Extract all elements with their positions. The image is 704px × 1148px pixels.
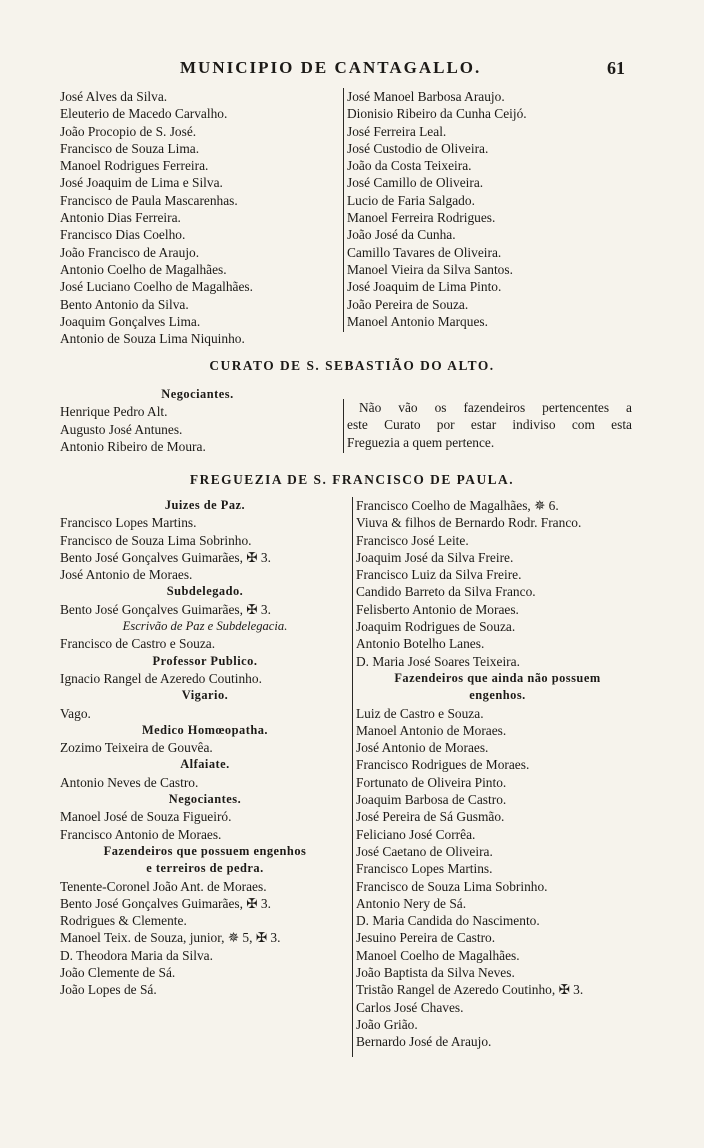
list-item: Dionisio Ribeiro da Cunha Ceijó. [347, 106, 527, 122]
list-item: Joaquim Barbosa de Castro. [356, 792, 507, 808]
list-item: Francisco Rodrigues de Moraes. [356, 757, 530, 773]
list-item: Bento Antonio da Silva. [60, 296, 189, 312]
list-item: José Custodio de Oliveira. [347, 140, 489, 156]
list-item: José Joaquim de Lima Pinto. [347, 279, 502, 295]
list-item: Zozimo Teixeira de Gouvêa. [60, 740, 213, 756]
list-item: Francisco de Castro e Souza. [60, 636, 216, 652]
left-column [60, 497, 350, 999]
right-column [343, 88, 635, 332]
list-item: Viuva & filhos de Bernardo Rodr. Franco. [356, 515, 582, 531]
list-item: João Baptista da Silva Neves. [356, 965, 515, 981]
list-item: Bento José Gonçalves Guimarães, ✠ 3. [60, 549, 271, 565]
left-column [60, 88, 335, 347]
list-item: Antonio de Souza Lima Niquinho. [60, 331, 245, 347]
list-item: Manoel Ferreira Rodrigues. [347, 210, 496, 226]
list-item: José Manoel Barbosa Araujo. [347, 89, 505, 104]
curato-section [60, 386, 640, 458]
list-item: Bento José Gonçalves Guimarães, ✠ 3. [60, 895, 271, 911]
note-line: Não vão os fazendeiros pertencentes a [359, 400, 632, 415]
list-item: Francisco Coelho de Magalhães, ✵ 6. [356, 498, 559, 513]
list-item: Manoel Antonio de Moraes. [356, 722, 507, 738]
list-item: Antonio Neves de Castro. [60, 774, 199, 790]
freguezia-section [60, 497, 640, 1067]
list-item: José Antonio de Moraes. [356, 740, 489, 756]
list-item: Manoel José de Souza Figueiró. [60, 809, 232, 825]
list-item: João José da Cunha. [347, 227, 456, 243]
section-heading: Fazendeiros que ainda não possuem [394, 670, 601, 685]
list-item: Joaquim Rodrigues de Souza. [356, 619, 516, 635]
list-item: Joaquim Gonçalves Lima. [60, 313, 201, 329]
section-title-freguezia: FREGUEZIA DE S. FRANCISCO DE PAULA. [189, 472, 515, 487]
list-item: Manoel Rodrigues Ferreira. [60, 158, 209, 174]
list-item: João Pereira de Souza. [347, 296, 469, 312]
list-item: Luiz de Castro e Souza. [356, 705, 484, 721]
section-heading: Escrivão de Paz e Subdelegacia. [122, 619, 288, 634]
list-item: Antonio Botelho Lanes. [356, 636, 485, 652]
list-item: Augusto José Antunes. [60, 421, 183, 437]
list-item: Antonio Nery de Sá. [356, 895, 467, 911]
list-item: Francisco Dias Coelho. [60, 227, 186, 243]
list-item: José Luciano Coelho de Magalhães. [60, 279, 253, 295]
list-item: Manoel Vieira da Silva Santos. [347, 261, 513, 277]
list-item: José Joaquim de Lima e Silva. [60, 175, 223, 191]
section-heading: e terreiros de pedra. [146, 861, 264, 876]
list-item: Francisco de Souza Lima. [60, 140, 200, 156]
list-item: Manoel Antonio Marques. [347, 313, 488, 329]
running-title: MUNICIPIO DE CANTAGALLO. [180, 58, 482, 77]
list-item: Francisco Lopes Martins. [356, 861, 493, 877]
left-column [60, 386, 335, 455]
curato-note [343, 399, 632, 453]
list-item: Henrique Pedro Alt. [60, 404, 168, 420]
list-item: Carlos José Chaves. [356, 999, 464, 1015]
list-item: Ignacio Rangel de Azeredo Coutinho. [60, 670, 262, 686]
list-item: Francisco Luiz da Silva Freire. [356, 567, 522, 583]
note-line: este Curato por estar indiviso com esta [347, 417, 632, 433]
list-item: João Francisco de Araujo. [60, 244, 200, 260]
right-column [352, 497, 639, 1057]
list-item: Manoel Coelho de Magalhães. [356, 947, 520, 963]
list-item: Francisco de Paula Mascarenhas. [60, 192, 238, 208]
section-heading: Juizes de Paz. [164, 498, 246, 512]
list-item: Fortunato de Oliveira Pinto. [356, 774, 507, 790]
list-item: José Caetano de Oliveira. [356, 843, 493, 859]
list-item: Bento José Gonçalves Guimarães, ✠ 3. [60, 601, 271, 617]
section-heading: Vigario. [181, 688, 229, 703]
list-item: Francisco José Leite. [356, 532, 469, 548]
list-item: Francisco de Souza Lima Sobrinho. [356, 878, 548, 894]
page-number: 61 [607, 58, 625, 78]
section-heading: Alfaiate. [180, 757, 230, 772]
list-item: João Lopes de Sá. [60, 982, 157, 998]
list-item: Feliciano José Corrêa. [356, 826, 476, 842]
list-item: Francisco Lopes Martins. [60, 515, 197, 531]
page-header [0, 58, 704, 82]
list-item: D. Theodora Maria da Silva. [60, 947, 213, 963]
list-item: João Clemente de Sá. [60, 965, 176, 981]
list-item: D. Maria Candida do Nascimento. [356, 913, 540, 929]
section-heading: Professor Publico. [152, 653, 258, 668]
list-item: Camillo Tavares de Oliveira. [347, 244, 502, 260]
section-heading: Negociantes. [168, 792, 242, 807]
list-item: Antonio Ribeiro de Moura. [60, 438, 206, 454]
note-line: Freguezia a quem pertence. [347, 434, 495, 450]
list-item: José Pereira de Sá Gusmão. [356, 809, 505, 825]
section-heading: Subdelegado. [166, 584, 244, 599]
list-item: Bernardo José de Araujo. [356, 1034, 492, 1050]
section-heading: Negociantes. [161, 387, 234, 401]
list-item: José Alves da Silva. [60, 89, 168, 104]
list-item: Vago. [60, 705, 91, 721]
list-item: João Grião. [356, 1016, 418, 1032]
list-item: Francisco de Souza Lima Sobrinho. [60, 532, 252, 548]
section-heading: Fazendeiros que possuem engenhos [103, 843, 307, 858]
list-item: Lucio de Faria Salgado. [347, 192, 475, 208]
list-item: José Antonio de Moraes. [60, 567, 193, 583]
list-item: Candido Barreto da Silva Franco. [356, 584, 536, 600]
list-item: Eleuterio de Macedo Carvalho. [60, 106, 228, 122]
list-item: João da Costa Teixeira. [347, 158, 472, 174]
list-item: João Procopio de S. José. [60, 123, 197, 139]
list-item: Manoel Teix. de Souza, junior, ✵ 5, ✠ 3. [60, 930, 281, 946]
list-item: Antonio Coelho de Magalhães. [60, 261, 227, 277]
list-item: Rodrigues & Clemente. [60, 913, 187, 929]
list-item: José Camillo de Oliveira. [347, 175, 484, 191]
section-heading: engenhos. [469, 688, 526, 703]
list-item: José Ferreira Leal. [347, 123, 447, 139]
list-item: Joaquim José da Silva Freire. [356, 549, 514, 565]
list-item: D. Maria José Soares Teixeira. [356, 653, 520, 669]
list-item: Jesuino Pereira de Castro. [356, 930, 496, 946]
section-title-curato: CURATO DE S. SEBASTIÃO DO ALTO. [209, 358, 495, 373]
list-item: Tristão Rangel de Azeredo Coutinho, ✠ 3. [356, 982, 584, 998]
section-heading: Medico Homœopatha. [141, 722, 268, 737]
list-item: Antonio Dias Ferreira. [60, 210, 181, 226]
list-item: Tenente-Coronel João Ant. de Moraes. [60, 878, 267, 894]
list-item: Felisberto Antonio de Moraes. [356, 601, 519, 617]
continued-name-list [60, 88, 640, 350]
list-item: Francisco Antonio de Moraes. [60, 826, 222, 842]
